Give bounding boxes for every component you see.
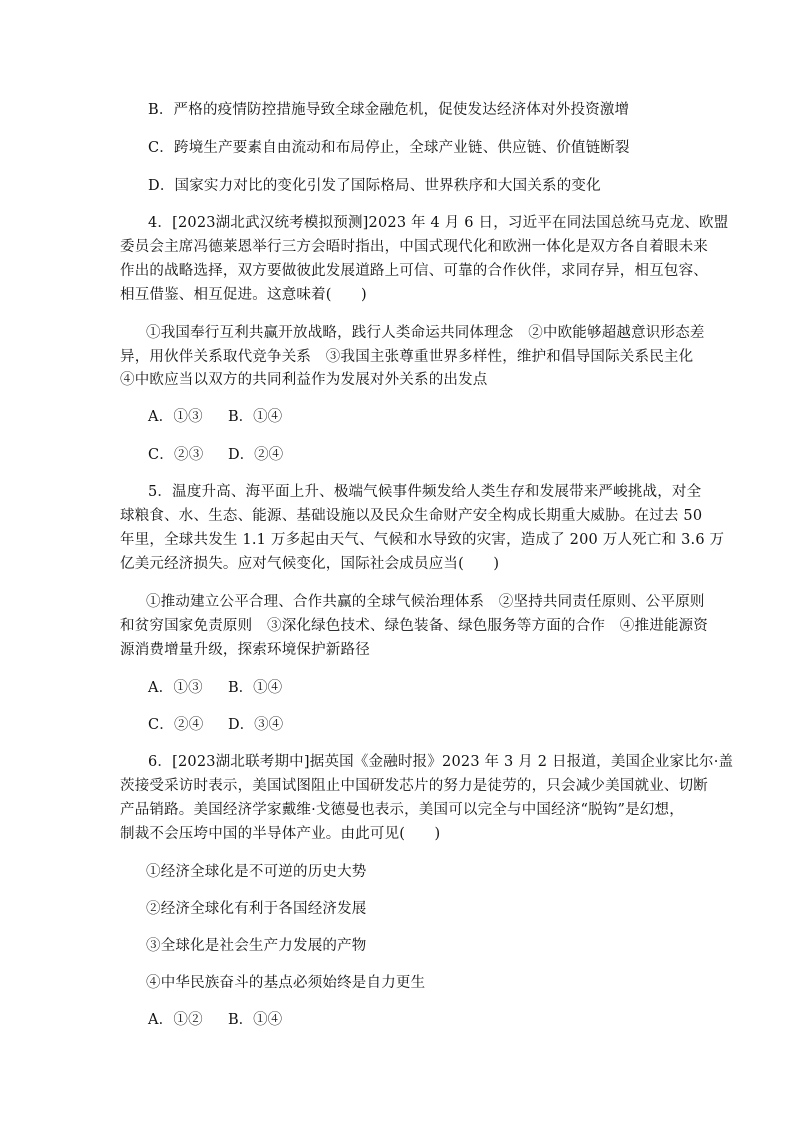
q4-stem-line-3: 作出的战略选择，双方要做彼此发展道路上可信、可靠的合作伙伴，求同存异，相互包容、 <box>120 263 708 279</box>
q5-stem-line-2: 球粮食、水、生态、能源、基础设施以及民众生命财产安全构成长期重大威胁。在过去 50 <box>120 508 703 524</box>
q5-item-line-3: 源消费增量升级，探索环境保护新路径 <box>120 642 370 658</box>
q6-stem-line-3: 产品销路。美国经济学家戴维·戈德曼也表示，美国可以完全与中国经济“脱钩”是幻想， <box>120 802 684 818</box>
q6-stem-line-4: 制裁不会压垮中国的半导体产业。由此可见( ) <box>120 826 441 842</box>
q4-stem-line-1: 4．[2023湖北武汉统考模拟预测]2023 年 4 月 6 日，习近平在同法国总统马克龙、欧盟 <box>148 215 729 231</box>
q6-item-1: ①经济全球化是不可逆的历史大势 <box>146 864 367 880</box>
q6-item-2: ②经济全球化有利于各国经济发展 <box>146 901 367 917</box>
q4-item-line-3: ④中欧应当以双方的共同利益作为发展对外关系的出发点 <box>120 372 488 388</box>
q4-item-line-2: 异，用伙伴关系取代竞争关系 ③我国主张尊重世界多样性，维护和倡导国际关系民主化 <box>120 349 694 365</box>
q4-option-d: D．②④ <box>228 447 284 463</box>
q3-option-c: C．跨境生产要素自由流动和布局停止，全球产业链、供应链、价值链断裂 <box>148 140 630 156</box>
q5-stem-line-1: 5．温度升高、海平面上升、极端气候事件频发给人类生存和发展带来严峻挑战，对全 <box>148 484 702 500</box>
q5-option-d: D．③④ <box>228 717 284 733</box>
q5-stem-line-4: 亿美元经济损失。应对气候变化，国际社会成员应当( ) <box>120 556 500 572</box>
q5-item-line-1: ①推动建立公平合理、合作共赢的全球气候治理体系 ②坚持共同责任原则、公平原则 <box>146 594 705 610</box>
q5-option-c: C．②④ <box>148 717 204 733</box>
q4-option-b: B．①④ <box>228 409 283 425</box>
q6-option-b: B．①④ <box>228 1012 283 1028</box>
q5-stem-line-3: 年里，全球共发生 1.1 万多起由天气、气候和水导致的灾害，造成了 200 万人死亡和 3.6 万 <box>120 532 725 548</box>
q6-option-a: A．①② <box>148 1012 203 1028</box>
q3-option-d: D．国家实力对比的变化引发了国际格局、世界秩序和大国关系的变化 <box>148 178 601 194</box>
q4-option-a: A．①③ <box>148 409 203 425</box>
q5-option-a: A．①③ <box>148 680 203 696</box>
q4-stem-line-4: 相互借鉴、相互促进。这意味着( ) <box>120 287 367 303</box>
q6-stem-line-1: 6．[2023湖北联考期中]据英国《金融时报》2023 年 3 月 2 日报道，美国企业家比尔·盖 <box>148 754 734 770</box>
q6-stem-line-2: 茨接受采访时表示，美国试图阻止中国研发芯片的努力是徒劳的，只会减少美国就业、切断 <box>120 778 708 794</box>
q4-stem-line-2: 委员会主席冯德莱恩举行三方会晤时指出，中国式现代化和欧洲一体化是双方各自着眼未来 <box>120 239 708 255</box>
q5-item-line-2: 和贫穷国家免责原则 ③深化绿色技术、绿色装备、绿色服务等方面的合作 ④推进能源资 <box>120 618 708 634</box>
q4-option-c: C．②③ <box>148 447 204 463</box>
q6-item-4: ④中华民族奋斗的基点必须始终是自力更生 <box>146 975 426 991</box>
q5-option-b: B．①④ <box>228 680 283 696</box>
q4-item-line-1: ①我国奉行互利共赢开放战略，践行人类命运共同体理念 ②中欧能够超越意识形态差 <box>146 325 705 341</box>
q3-option-b: B．严格的疫情防控措施导致全球金融危机，促使发达经济体对外投资激增 <box>148 102 630 118</box>
q6-item-3: ③全球化是社会生产力发展的产物 <box>146 938 367 954</box>
